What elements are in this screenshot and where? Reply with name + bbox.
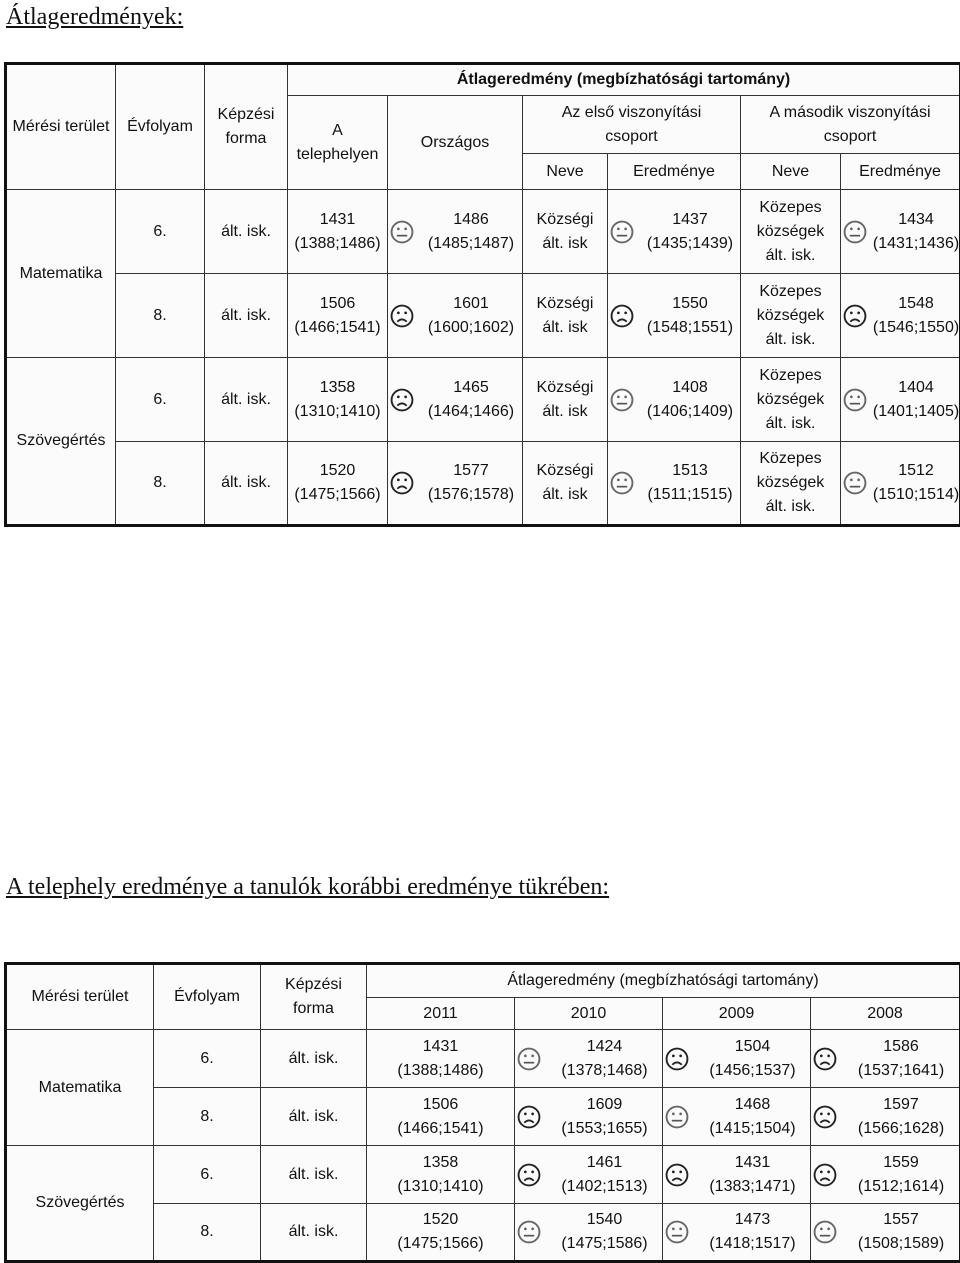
header-first-result: Eredménye <box>608 154 741 190</box>
neutral-face-icon <box>843 388 867 412</box>
neutral-face-icon <box>610 388 634 412</box>
result-2009: 1504 (1456;1537) <box>663 1030 811 1088</box>
grade-cell: 8. <box>154 1088 261 1146</box>
header-year-2008: 2008 <box>811 998 960 1030</box>
second-group-result: 1512 (1510;1514) <box>841 442 960 526</box>
header-second-name: Neve <box>741 154 841 190</box>
sad-face-icon <box>517 1105 541 1129</box>
form-cell: ált. isk. <box>205 190 288 274</box>
neutral-face-icon <box>390 220 414 244</box>
result-2009: 1431 (1383;1471) <box>663 1146 811 1204</box>
site-result: 1358 (1310;1410) <box>288 358 388 442</box>
averages-table <box>4 62 960 527</box>
grade-cell: 8. <box>116 442 205 526</box>
grade-cell: 6. <box>116 190 205 274</box>
first-group-name: Községi ált. isk <box>523 190 608 274</box>
site-result: 1431 (1388;1486) <box>288 190 388 274</box>
result-2008: 1586 (1537;1641) <box>811 1030 960 1088</box>
header-site: A telephelyen <box>288 96 388 190</box>
sad-face-icon <box>390 304 414 328</box>
first-group-result: 1437 (1435;1439) <box>608 190 741 274</box>
sad-face-icon <box>813 1105 837 1129</box>
header-grade: Évfolyam <box>154 964 261 1030</box>
national-result: 1577 (1576;1578) <box>388 442 523 526</box>
page-title-trend: A telephely eredménye a tanulók korábbi eredménye tükrében: <box>6 874 610 900</box>
result-2011: 1431 (1388;1486) <box>367 1030 515 1088</box>
grade-cell: 6. <box>116 358 205 442</box>
header-average-group: Átlageredmény (megbízhatósági tartomány) <box>367 964 960 998</box>
trend-table <box>4 962 960 1263</box>
neutral-face-icon <box>665 1220 689 1244</box>
result-2011: 1520 (1475;1566) <box>367 1204 515 1262</box>
header-area: Mérési terület <box>6 964 154 1030</box>
result-2010: 1609 (1553;1655) <box>515 1088 663 1146</box>
second-group-name: Közepes községek ált. isk. <box>741 358 841 442</box>
second-group-result: 1434 (1431;1436) <box>841 190 960 274</box>
form-cell: ált. isk. <box>261 1030 367 1088</box>
sad-face-icon <box>665 1163 689 1187</box>
first-group-name: Községi ált. isk <box>523 442 608 526</box>
result-2010: 1424 (1378;1468) <box>515 1030 663 1088</box>
form-cell: ált. isk. <box>205 442 288 526</box>
sad-face-icon <box>665 1047 689 1071</box>
neutral-face-icon <box>813 1220 837 1244</box>
result-2010: 1461 (1402;1513) <box>515 1146 663 1204</box>
first-group-name: Községi ált. isk <box>523 358 608 442</box>
header-area: Mérési terület <box>6 64 116 190</box>
result-2008: 1557 (1508;1589) <box>811 1204 960 1262</box>
header-year-2010: 2010 <box>515 998 663 1030</box>
grade-cell: 6. <box>154 1146 261 1204</box>
header-first-group: Az első viszonyítási csoport <box>523 96 741 154</box>
second-group-result: 1404 (1401;1405) <box>841 358 960 442</box>
neutral-face-icon <box>517 1220 541 1244</box>
form-cell: ált. isk. <box>205 274 288 358</box>
form-cell: ált. isk. <box>205 358 288 442</box>
area-label: Matematika <box>6 190 116 358</box>
first-group-name: Községi ált. isk <box>523 274 608 358</box>
header-average-group: Átlageredmény (megbízhatósági tartomány) <box>288 64 960 96</box>
result-2008: 1597 (1566;1628) <box>811 1088 960 1146</box>
grade-cell: 8. <box>116 274 205 358</box>
header-second-group: A második viszonyítási csoport <box>741 96 960 154</box>
area-label: Szövegértés <box>6 358 116 526</box>
sad-face-icon <box>517 1163 541 1187</box>
first-group-result: 1550 (1548;1551) <box>608 274 741 358</box>
header-first-name: Neve <box>523 154 608 190</box>
grade-cell: 6. <box>154 1030 261 1088</box>
sad-face-icon <box>390 471 414 495</box>
header-form: Képzési forma <box>205 64 288 190</box>
header-national: Országos <box>388 96 523 190</box>
neutral-face-icon <box>843 471 867 495</box>
second-group-name: Közepes községek ált. isk. <box>741 442 841 526</box>
header-grade: Évfolyam <box>116 64 205 190</box>
first-group-result: 1513 (1511;1515) <box>608 442 741 526</box>
area-label: Szövegértés <box>6 1146 154 1262</box>
result-2010: 1540 (1475;1586) <box>515 1204 663 1262</box>
result-2009: 1473 (1418;1517) <box>663 1204 811 1262</box>
result-2009: 1468 (1415;1504) <box>663 1088 811 1146</box>
result-2011: 1358 (1310;1410) <box>367 1146 515 1204</box>
national-result: 1486 (1485;1487) <box>388 190 523 274</box>
neutral-face-icon <box>610 471 634 495</box>
grade-cell: 8. <box>154 1204 261 1262</box>
neutral-face-icon <box>610 220 634 244</box>
sad-face-icon <box>610 304 634 328</box>
site-result: 1506 (1466;1541) <box>288 274 388 358</box>
header-year-2009: 2009 <box>663 998 811 1030</box>
first-group-result: 1408 (1406;1409) <box>608 358 741 442</box>
sad-face-icon <box>390 388 414 412</box>
second-group-result: 1548 (1546;1550) <box>841 274 960 358</box>
second-group-name: Közepes községek ált. isk. <box>741 274 841 358</box>
sad-face-icon <box>813 1163 837 1187</box>
page-title-averages: Átlageredmények: <box>6 4 184 30</box>
form-cell: ált. isk. <box>261 1204 367 1262</box>
second-group-name: Közepes községek ált. isk. <box>741 190 841 274</box>
neutral-face-icon <box>517 1047 541 1071</box>
header-year-2011: 2011 <box>367 998 515 1030</box>
neutral-face-icon <box>843 220 867 244</box>
result-2008: 1559 (1512;1614) <box>811 1146 960 1204</box>
sad-face-icon <box>813 1047 837 1071</box>
header-form: Képzési forma <box>261 964 367 1030</box>
national-result: 1465 (1464;1466) <box>388 358 523 442</box>
site-result: 1520 (1475;1566) <box>288 442 388 526</box>
result-2011: 1506 (1466;1541) <box>367 1088 515 1146</box>
header-second-result: Eredménye <box>841 154 960 190</box>
form-cell: ált. isk. <box>261 1088 367 1146</box>
form-cell: ált. isk. <box>261 1146 367 1204</box>
area-label: Matematika <box>6 1030 154 1146</box>
sad-face-icon <box>843 304 867 328</box>
national-result: 1601 (1600;1602) <box>388 274 523 358</box>
neutral-face-icon <box>665 1105 689 1129</box>
